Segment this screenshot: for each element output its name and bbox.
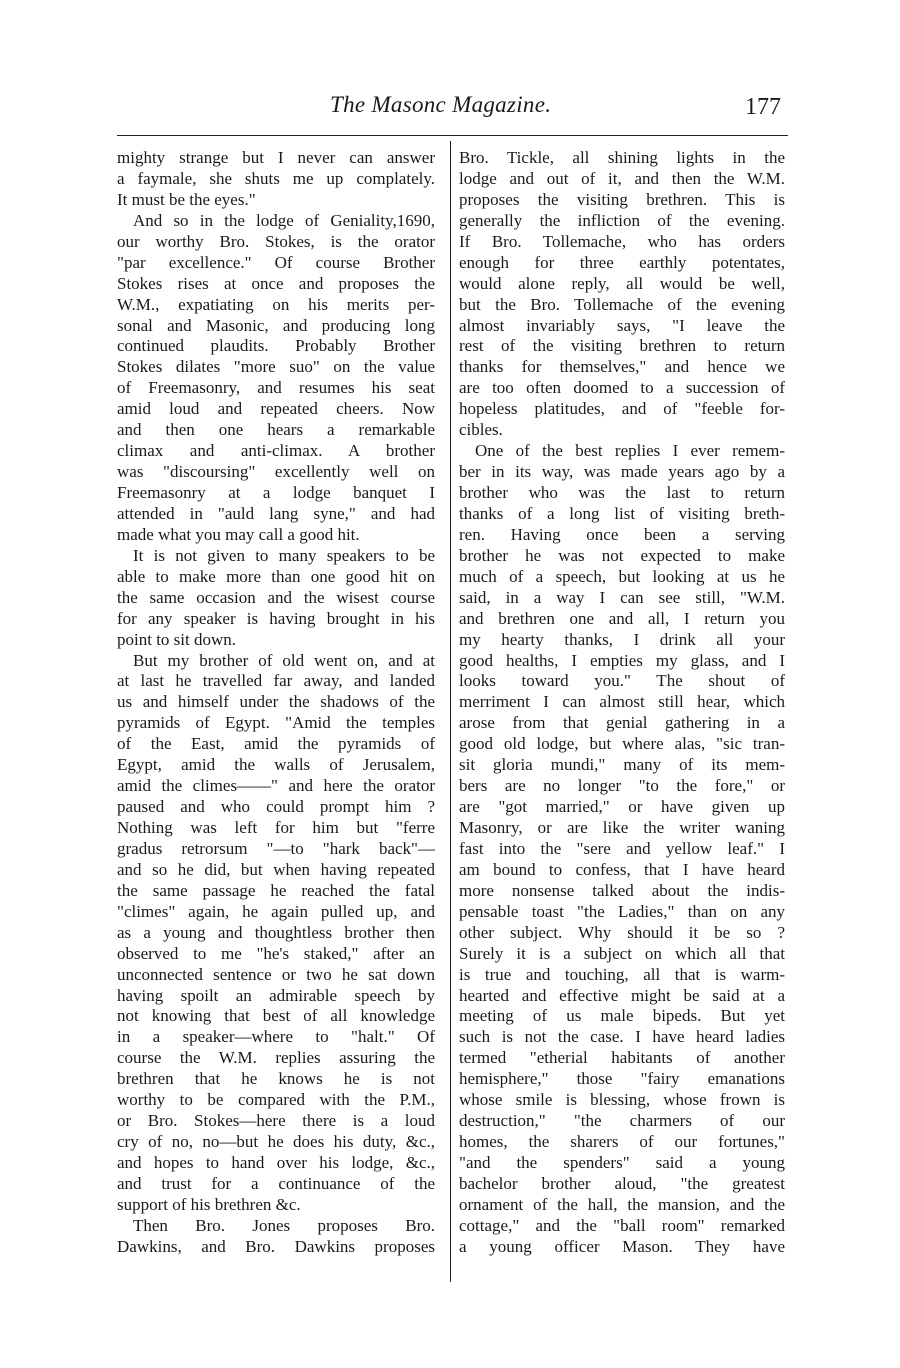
text-line: It must be the eyes." (117, 189, 256, 209)
text-line: was "discoursing" excellently well on (117, 462, 435, 482)
text-line: or Bro. Stokes—here there is a loud (117, 1111, 435, 1131)
text-line: a faymale, she shuts me up complately. (117, 168, 435, 188)
text-line: and brethren one and all, I return you (459, 608, 785, 628)
text-line: would alone reply, all would be well, (459, 273, 785, 293)
text-line: "par excellence." Of course Brother (117, 252, 435, 272)
text-line: much of a speech, but looking at us he (459, 566, 785, 586)
text-line: Stokes rises at once and proposes the (117, 273, 435, 293)
text-line: hopeless platitudes, and of "feeble for- (459, 399, 785, 419)
text-line: of the East, amid the pyramids of (117, 734, 435, 754)
text-line: Bro. Tickle, all shining lights in the (459, 148, 785, 167)
text-line: destruction," "the charmers of our (459, 1111, 785, 1131)
text-line: ren. Having once been a serving (459, 524, 785, 544)
text-line: almost invariably says, "I leave the (459, 315, 785, 335)
text-line: Freemasonry at a lodge banquet I (117, 483, 435, 502)
text-line: of Freemasonry, and resumes his seat (117, 378, 435, 398)
text-line: looks toward you." The shout of (459, 671, 785, 691)
text-line: is true and touching, all that is warm- (459, 964, 785, 984)
text-line: hearted and effective might be said at a (459, 985, 785, 1005)
text-line: at last he travelled far away, and landed (117, 671, 435, 691)
text-line: homes, the sharers of our fortunes," (459, 1132, 785, 1152)
text-line: able to make more than one good hit on (117, 566, 435, 586)
text-line: meeting of us male bipeds. But yet (459, 1006, 785, 1026)
text-line: am bound to confess, that I have heard (459, 859, 785, 879)
text-line: cry of no, no—but he does his duty, &c., (117, 1132, 435, 1152)
text-line: are "got married," or have given up (459, 797, 785, 817)
text-line: But my brother of old went on, and at (133, 650, 435, 670)
text-line: It is not given to many speakers to be (133, 545, 435, 565)
text-line: amid the climes——" and here the orator (117, 776, 435, 796)
running-title: The Masonc Magazine. (330, 92, 552, 117)
text-line: fast into the "sere and yellow leaf." I (459, 838, 785, 858)
text-line: amid loud and repeated cheers. Now (117, 399, 435, 419)
text-line: and then one hears a remarkable (117, 420, 435, 440)
text-line: termed "etherial habitants of another (459, 1048, 785, 1068)
text-line: Stokes dilates "more suo" on the value (117, 357, 435, 377)
text-line: hemisphere," those "fairy emanations (459, 1069, 785, 1089)
text-line: sonal and Masonic, and producing long (117, 315, 435, 335)
right-column (459, 148, 785, 1258)
text-line: bachelor brother aloud, "the greatest (459, 1173, 785, 1193)
text-line: and trust for a continuance of the (117, 1173, 435, 1193)
text-line: course the W.M. replies assuring the (117, 1048, 435, 1068)
text-line: for any speaker is having brought in his (117, 608, 435, 628)
text-line: merriment I can almost still hear, which (459, 692, 785, 712)
page-header (0, 92, 900, 132)
text-line: us and himself under the shadows of the (117, 692, 435, 712)
text-line: bers are no longer "to the fore," or (459, 776, 785, 796)
text-line: proposes the visiting brethren. This is (459, 189, 785, 209)
text-line: are too often doomed to a succession of (459, 378, 785, 398)
text-line: good old lodge, but where alas, "sic tran- (459, 734, 785, 754)
text-line: arose from that genial gathering in a (459, 713, 785, 733)
text-line: but the Bro. Tollemache of the evening (459, 294, 785, 314)
text-line: climax and anti-climax. A brother (117, 441, 435, 461)
text-line: W.M., expatiating on his merits per- (117, 294, 435, 314)
text-line: thanks of a long list of visiting breth- (459, 503, 785, 523)
text-line: enough for three earthly potentates, (459, 252, 785, 272)
text-line: such is not the case. I have heard ladies (459, 1027, 785, 1047)
text-line: in a speaker—where to "halt." Of (117, 1027, 435, 1047)
text-line: our worthy Bro. Stokes, is the orator (117, 231, 435, 251)
text-line: One of the best replies I ever remem- (475, 441, 785, 461)
page-number: 177 (745, 94, 781, 120)
text-line: a young officer Mason. They have (459, 1236, 785, 1256)
text-line: ber in its way, was made years ago by a (459, 462, 785, 482)
text-line: Surely it is a subject on which all that (459, 943, 785, 963)
text-line: other subject. Why should it be so ? (459, 922, 785, 942)
text-line: gradus retrorsum "—to "hark back"— (117, 838, 435, 858)
text-line: said, in a way I can see still, "W.M. (459, 587, 785, 607)
text-line: generally the infliction of the evening. (459, 210, 785, 230)
text-line: as a young and thoughtless brother then (117, 922, 435, 942)
text-line: lodge and out of it, and then the W.M. (459, 168, 785, 188)
text-line: the same passage he reached the fatal (117, 880, 435, 900)
text-line: whose smile is blessing, whose frown is (459, 1090, 785, 1110)
text-line: rest of the visiting brethren to return (459, 336, 785, 356)
text-line: ornament of the hall, the mansion, and the (459, 1194, 785, 1214)
text-line: Then Bro. Jones proposes Bro. (133, 1215, 435, 1235)
text-line: made what you may call a good hit. (117, 524, 360, 544)
text-line: And so in the lodge of Geniality,1690, (133, 210, 435, 230)
text-line: pensable toast "the Ladies," than on any (459, 901, 785, 921)
text-line: Egypt, amid the walls of Jerusalem, (117, 755, 435, 775)
text-line: Nothing was left for him but "ferre (117, 818, 435, 837)
text-line: If Bro. Tollemache, who has orders (459, 231, 785, 251)
text-line: Dawkins, and Bro. Dawkins proposes (117, 1236, 435, 1256)
column-divider (450, 141, 451, 1282)
text-line: brethren that he knows he is not (117, 1069, 435, 1089)
text-line: pyramids of Egypt. "Amid the temples (117, 713, 435, 733)
text-line: mighty strange but I never can answer (117, 148, 435, 167)
text-line: worthy to be compared with the P.M., (117, 1090, 435, 1110)
text-line: brother he was not expected to make (459, 545, 785, 565)
left-column (117, 148, 435, 1258)
text-line: "and the spenders" said a young (459, 1153, 785, 1172)
text-line: support of his brethren &c. (117, 1194, 301, 1214)
text-line: paused and who could prompt him ? (117, 797, 435, 817)
text-line: and so he did, but when having repeated (117, 859, 435, 879)
text-line: good healths, I empties my glass, and I (459, 650, 785, 670)
text-line: attended in "auld lang syne," and had (117, 503, 435, 523)
text-line: observed to me "he's staked," after an (117, 943, 435, 963)
text-line: thanks for themselves," and hence we (459, 357, 785, 377)
text-line: cibles. (459, 420, 503, 440)
header-rule (117, 135, 788, 136)
text-line: continued plaudits. Probably Brother (117, 336, 435, 356)
text-line: unconnected sentence or two he sat down (117, 964, 435, 984)
text-line: Masonry, or are like the writer waning (459, 818, 785, 837)
text-line: point to sit down. (117, 629, 237, 649)
text-line: brother who was the last to return (459, 483, 785, 502)
text-line: sit gloria mundi," many of its mem- (459, 755, 785, 775)
text-line: my hearty thanks, I drink all your (459, 629, 785, 649)
text-line: not knowing that best of all knowledge (117, 1006, 435, 1026)
text-line: and hopes to hand over his lodge, &c., (117, 1153, 435, 1172)
text-line: "climes" again, he again pulled up, and (117, 901, 435, 921)
text-line: the same occasion and the wisest course (117, 587, 435, 607)
text-line: having spoilt an admirable speech by (117, 985, 435, 1005)
text-line: more nonsense talked about the indis- (459, 880, 785, 900)
text-line: cottage," and the "ball room" remarked (459, 1215, 785, 1235)
